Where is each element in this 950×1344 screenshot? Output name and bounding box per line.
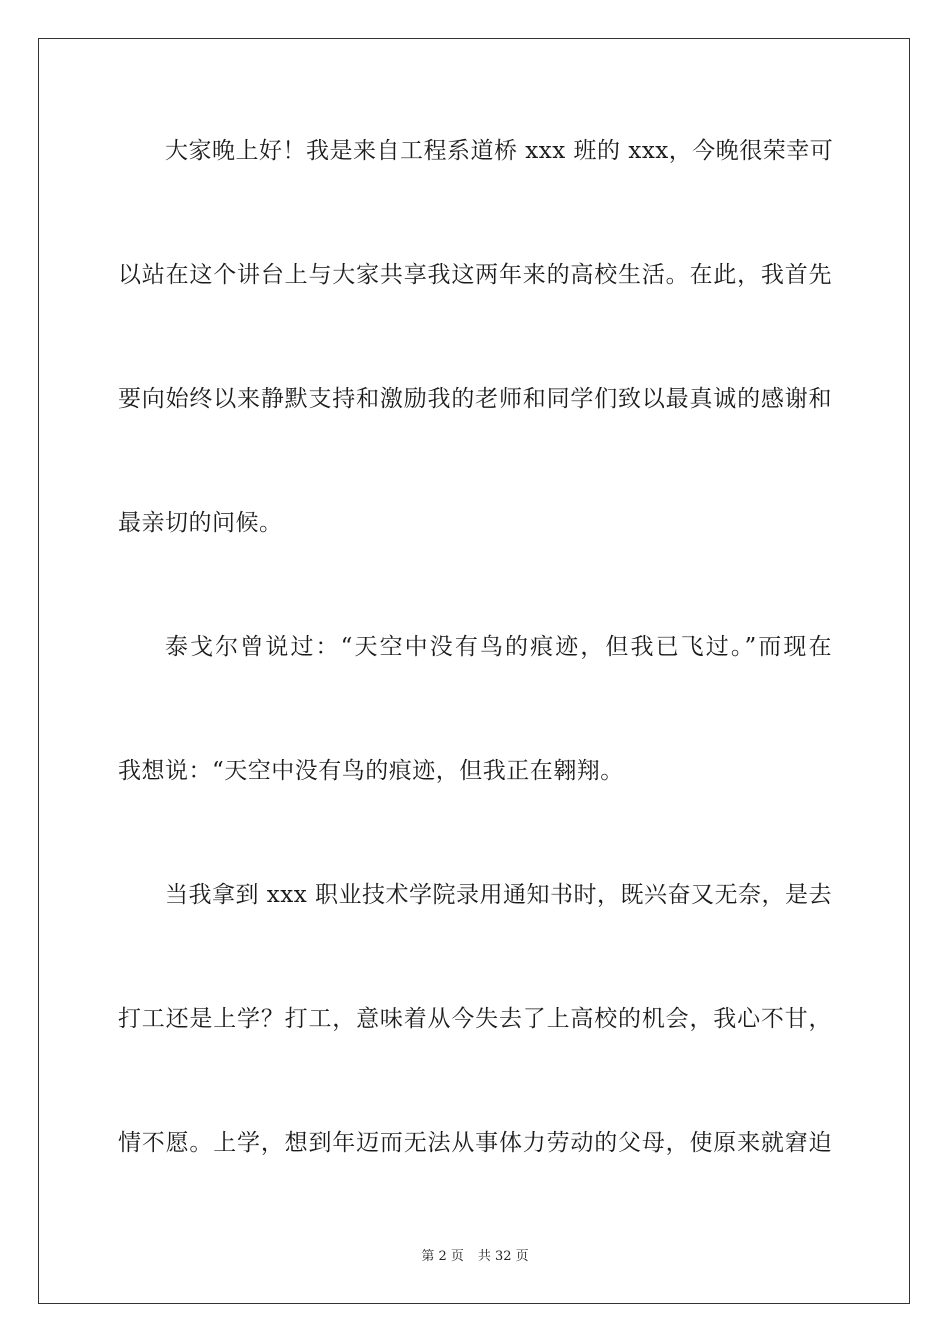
paragraph-1-line-2: 以站在这个讲台上与大家共享我这两年来的高校生活。在此，我首先 [118,262,832,288]
paragraph-1-line-4: 最亲切的问候。 [118,510,283,536]
paragraph-3-line-3: 情不愿。上学，想到年迈而无法从事体力劳动的父母，使原来就窘迫 [118,1130,832,1156]
paragraph-1-line-1: 大家晚上好！我是来自工程系道桥 xxx 班的 xxx，今晚很荣幸可 [165,138,834,164]
page-footer [0,1248,950,1266]
total-pages: 共 32 页 [477,1249,529,1264]
paragraph-3-line-2: 打工还是上学？打工，意味着从今失去了上高校的机会，我心不甘， [118,1006,832,1032]
page-border [38,38,910,1304]
paragraph-1-line-3: 要向始终以来静默支持和激励我的老师和同学们致以最真诚的感谢和 [118,386,832,412]
paragraph-2-line-2: 我想说：“天空中没有鸟的痕迹，但我正在翱翔。 [118,758,624,784]
paragraph-2-line-1: 泰戈尔曾说过：“天空中没有鸟的痕迹，但我已飞过。”而现在 [165,634,832,660]
paragraph-3-line-1: 当我拿到 xxx 职业技术学院录用通知书时，既兴奋又无奈，是去 [165,882,833,908]
page-number: 第 2 页 [421,1249,464,1264]
